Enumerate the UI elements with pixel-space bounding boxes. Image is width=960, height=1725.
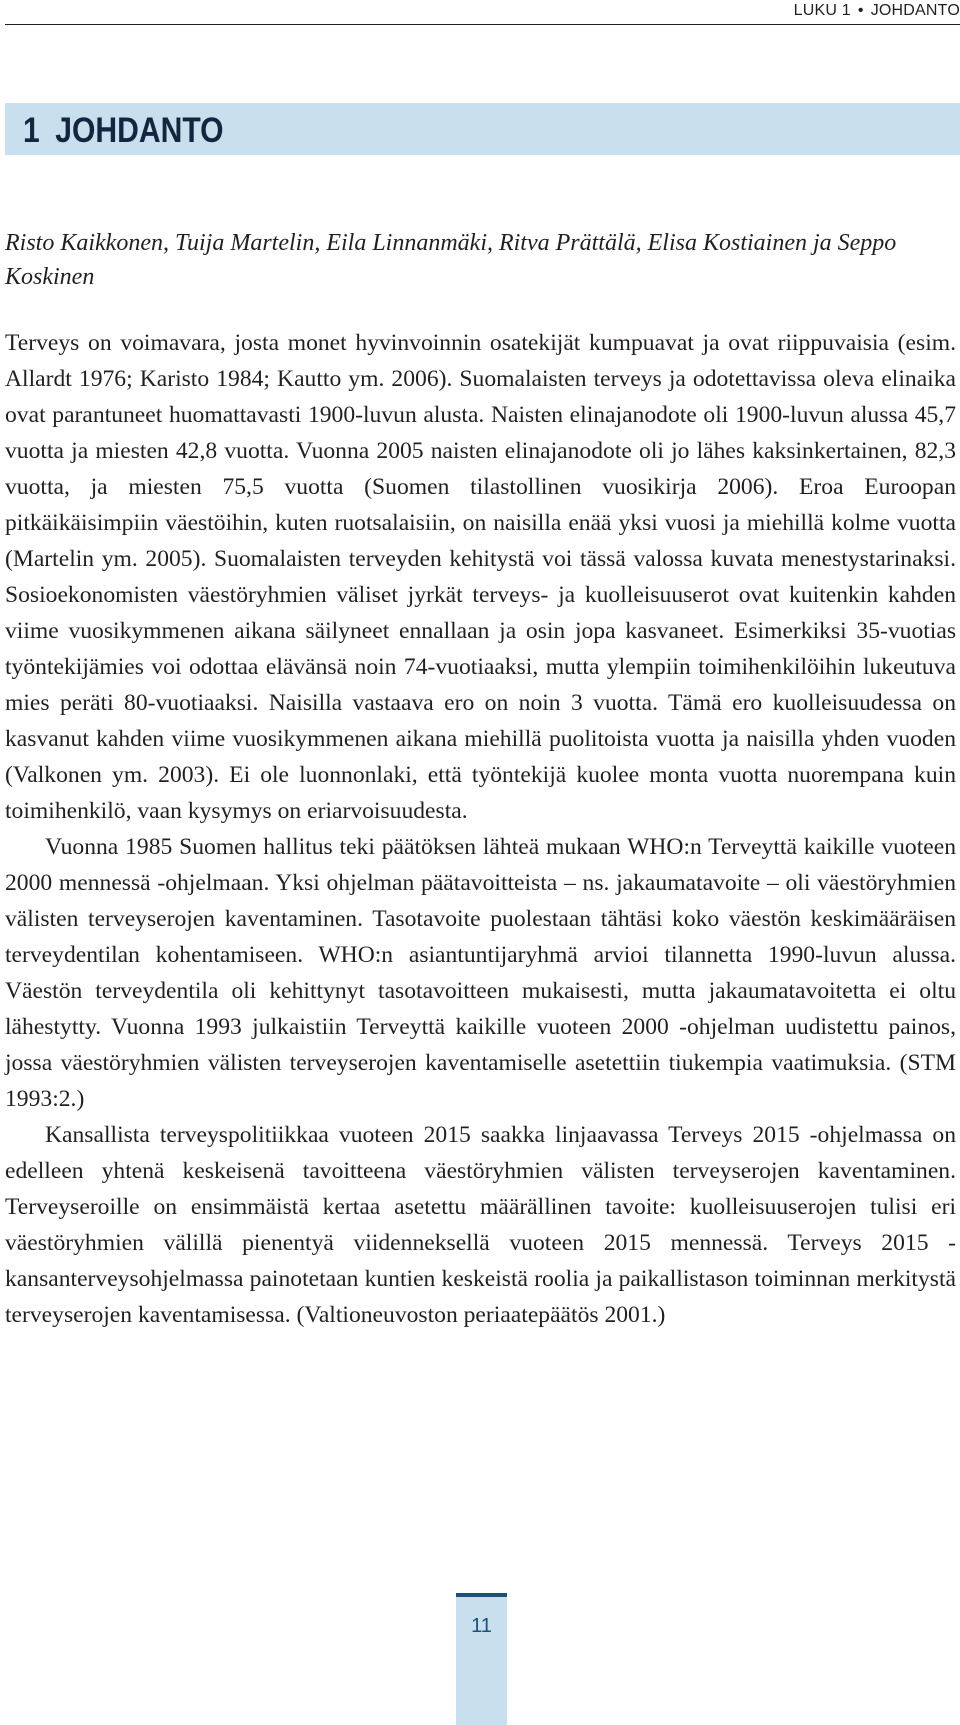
page-number: 11 [471, 1615, 492, 1637]
paragraph-3: Kansallista terveyspolitiikkaa vuoteen 2015 saakka linjaavassa Terveys 2015 -ohjelmassa on edelleen yhtenä keskeisenä tavoitteena väestöryhmien välisten terveyserojen kaventaminen. Terveyseroille on ensimmäistä kertaa asetettu määrällinen tavoite: kuolleisuuserojen tulisi eri väestöryhmien välillä pienentyä viidenneksellä vuoteen 2015 mennessä. Terveys 2015 -kansanterveysohjelmassa painotetaan kuntien keskeistä roolia ja paikallistason toiminnan merkitystä terveyserojen kaventamisessa. (Valtioneuvoston periaatepäätös 2001.) [5, 1122, 956, 1328]
running-head-title: JOHDANTO [870, 2, 960, 19]
chapter-title-text: JOHDANTO [55, 111, 224, 150]
paragraph-1: Terveys on voimavara, josta monet hyvinvoinnin osatekijät kumpuavat ja ovat riippuvaisia (esim. Allardt 1976; Karisto 1984; Kautto ym. 2006). Suomalaisten terveys ja odotettavissa oleva elinaika ovat parantuneet huomattavasti 1900-luvun alusta. Naisten elinajanodote oli 1900-luvun alussa 45,7 vuotta ja miesten 42,8 vuotta. Vuonna 2005 naisten elinajanodote oli jo lähes kaksinkertainen, 82,3 vuotta, ja miesten 75,5 vuotta (Suomen tilastollinen vuosikirja 2006). Eroa Euroopan pitkäikäisimpiin väestöihin, kuten ruotsalaisiin, on naisilla enää yksi vuosi ja miehillä kolme vuotta (Martelin ym. 2005). Suomalaisten terveyden kehitystä voi tässä valossa kuvata menestystarinaksi. Sosioekonomisten väestöryhmien väliset jyrkät terveys- ja kuolleisuuserot ovat kuitenkin kahden viime vuosikymmenen aikana säilyneet ennallaan ja osin jopa kasvaneet. Esimerkiksi 35-vuotias työntekijämies voi odottaa elävänsä noin 74-vuotiaaksi, mutta ylempiin toimihenkilöihin lukeutuva mies peräti 80-vuotiaaksi. Naisilla vastaava ero on noin 3 vuotta. Tämä ero kuolleisuudessa on kasvanut kahden viime vuosikymmenen aikana miehillä puolitoista vuotta ja naisilla yhden vuoden (Valkonen ym. 2003). Ei ole luonnonlaki, että työntekijä kuolee monta vuotta nuorempana kuin toimihenkilö, vaan kysymys on eriarvoisuudesta. [5, 330, 956, 824]
header-rule [5, 24, 960, 25]
chapter-number: 1 [23, 111, 40, 150]
running-head-separator: • [857, 2, 864, 19]
chapter-heading-band [5, 103, 960, 155]
chapter-title [23, 113, 224, 149]
running-head [794, 2, 960, 20]
page-number-tab [456, 1593, 507, 1725]
body-text [5, 325, 956, 1333]
chapter-authors: Risto Kaikkonen, Tuija Martelin, Eila Linnanmäki, Ritva Prättälä, Elisa Kostiainen ja Seppo Koskinen [5, 230, 897, 290]
running-head-chapter: LUKU 1 [793, 2, 851, 19]
paragraph-2: Vuonna 1985 Suomen hallitus teki päätöksen lähteä mukaan WHO:n Terveyttä kaikille vuoteen 2000 mennessä -ohjelmaan. Yksi ohjelman päätavoitteista – ns. jakaumatavoite – oli väestöryhmien välisten terveyserojen kaventaminen. Tasotavoite puolestaan tähtäsi koko väestön keskimääräisen terveydentilan kohentamiseen. WHO:n asiantuntijaryhmä arvioi tilannetta 1990-luvun alussa. Väestön terveydentila oli kehittynyt tasotavoitteen mukaisesti, mutta jakaumatavoitetta ei oltu lähestytty. Vuonna 1993 julkaistiin Terveyttä kaikille vuoteen 2000 -ohjelman uudistettu painos, jossa väestöryhmien välisten terveyserojen kaventamiselle asetettiin tiukempia vaatimuksia. (STM 1993:2.) [5, 834, 956, 1112]
